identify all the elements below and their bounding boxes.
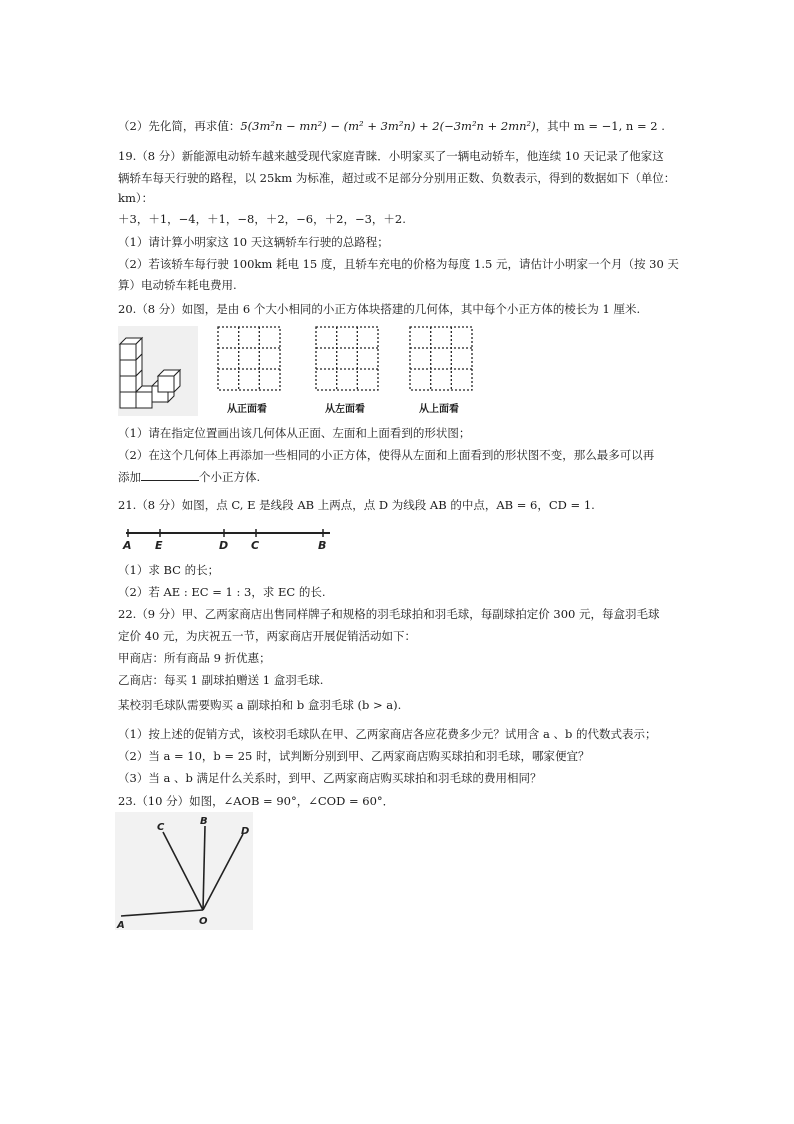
- left-view-grid[interactable]: [315, 326, 379, 392]
- answer-blank[interactable]: [141, 469, 199, 481]
- q18-expression: 5(3m²n − mn²) − (m² + 3m²n) + 2(−3m²n + 2mn²): [240, 119, 536, 133]
- point-a-label: A: [117, 920, 125, 930]
- point-a-label: A: [123, 539, 132, 552]
- caption-front-view: 从正面看: [227, 404, 267, 415]
- q21-line1: 21.（8 分）如图，点 C, E 是线段 AB 上两点，点 D 为线段 AB 的中点，AB = 6，CD = 1.: [118, 498, 595, 512]
- cube-solid-figure: [118, 326, 198, 416]
- q20-sub1: （1）请在指定位置画出该几何体从正面、左面和上面看到的形状图；: [118, 426, 471, 440]
- q20-line1: 20.（8 分）如图，是由 6 个大小相同的小正方体块搭建的几何体，其中每个小正方体的棱长为 1 厘米.: [118, 302, 641, 316]
- q20-sub2-post: 个小正方体.: [199, 470, 261, 484]
- q22-intro: 某校羽毛球队需要购买 a 副球拍和 b 盒羽毛球 (b > a).: [118, 698, 402, 712]
- top-view-grid[interactable]: [409, 326, 473, 392]
- segment-ab-figure: [118, 525, 336, 553]
- q20-sub2-line1: （2）在这个几何体上再添加一些相同的小正方体，使得从左面和上面看到的形状图不变，那么最多可以再: [118, 448, 655, 462]
- point-d-label: D: [219, 539, 229, 552]
- point-d-label: D: [241, 826, 250, 837]
- q18-condition: ，其中 m = −1, n = 2 .: [535, 119, 665, 133]
- point-c-label: C: [251, 539, 260, 552]
- caption-top-view: 从上面看: [419, 404, 459, 415]
- q22-shop-b: 乙商店：每买 1 副球拍赠送 1 盒羽毛球.: [118, 673, 324, 687]
- q19-sub1: （1）请计算小明家这 10 天这辆轿车行驶的总路程；: [118, 235, 389, 249]
- point-o-label: O: [199, 916, 208, 927]
- point-c-label: C: [157, 822, 165, 833]
- q22-sub2: （2）当 a = 10，b = 25 时，试判断分别到甲、乙两家商店购买球拍和羽毛球，哪家便宜？: [118, 749, 590, 763]
- q20-sub2-pre: 添加: [118, 470, 141, 484]
- q22-sub1: （1）按上述的促销方式，该校羽毛球队在甲、乙两家商店各应花费多少元？试用含 a 、b 的代数式表示；: [118, 727, 657, 741]
- q19-data: ＋3，＋1，−4，＋1，−8，＋2，−6，＋2，−3，＋2.: [118, 212, 406, 226]
- caption-left-view: 从左面看: [325, 404, 365, 415]
- front-view-grid[interactable]: [217, 326, 281, 392]
- q20-sub2-line2: [118, 469, 260, 485]
- point-b-label: B: [200, 816, 208, 827]
- q19-sub2-line1: （2）若该轿车每行驶 100km 耗电 15 度，且轿车充电的价格为每度 1.5 元，请估计小明家一个月（按 30 天: [118, 257, 679, 271]
- q19-line2: 辆轿车每天行驶的路程，以 25km 为标准，超过或不足部分分别用正数、负数表示，得到的数据如下（单位：: [118, 171, 676, 185]
- q22-line2: 定价 40 元，为庆祝五一节，两家商店开展促销活动如下：: [118, 629, 416, 643]
- q21-sub1: （1）求 BC 的长；: [118, 563, 220, 577]
- angle-figure: [115, 812, 253, 930]
- q23-line1: 23.（10 分）如图，∠AOB = 90°，∠COD = 60°．: [118, 794, 395, 808]
- q22-sub3: （3）当 a 、b 满足什么关系时，到甲、乙两家商店购买球拍和羽毛球的费用相同？: [118, 771, 542, 785]
- q19-line3: km）：: [118, 191, 154, 205]
- q22-line1: 22.（9 分）甲、乙两家商店出售同样牌子和规格的羽毛球拍和羽毛球，每副球拍定价 300 元，每盒羽毛球: [118, 607, 660, 621]
- point-e-label: E: [155, 539, 163, 552]
- q22-shop-a: 甲商店：所有商品 9 折优惠；: [118, 651, 271, 665]
- q19-sub2-line2: 算）电动轿车耗电费用.: [118, 278, 237, 292]
- q19-line1: 19.（8 分）新能源电动轿车越来越受现代家庭青睐．小明家买了一辆电动轿车，他连续 10 天记录了他家这: [118, 149, 664, 163]
- q18-part2: [118, 118, 665, 134]
- q21-sub2: （2）若 AE : EC = 1 : 3，求 EC 的长.: [118, 585, 326, 599]
- q18-part2-prefix: （2）先化简，再求值：: [118, 119, 241, 133]
- point-b-label: B: [318, 539, 327, 552]
